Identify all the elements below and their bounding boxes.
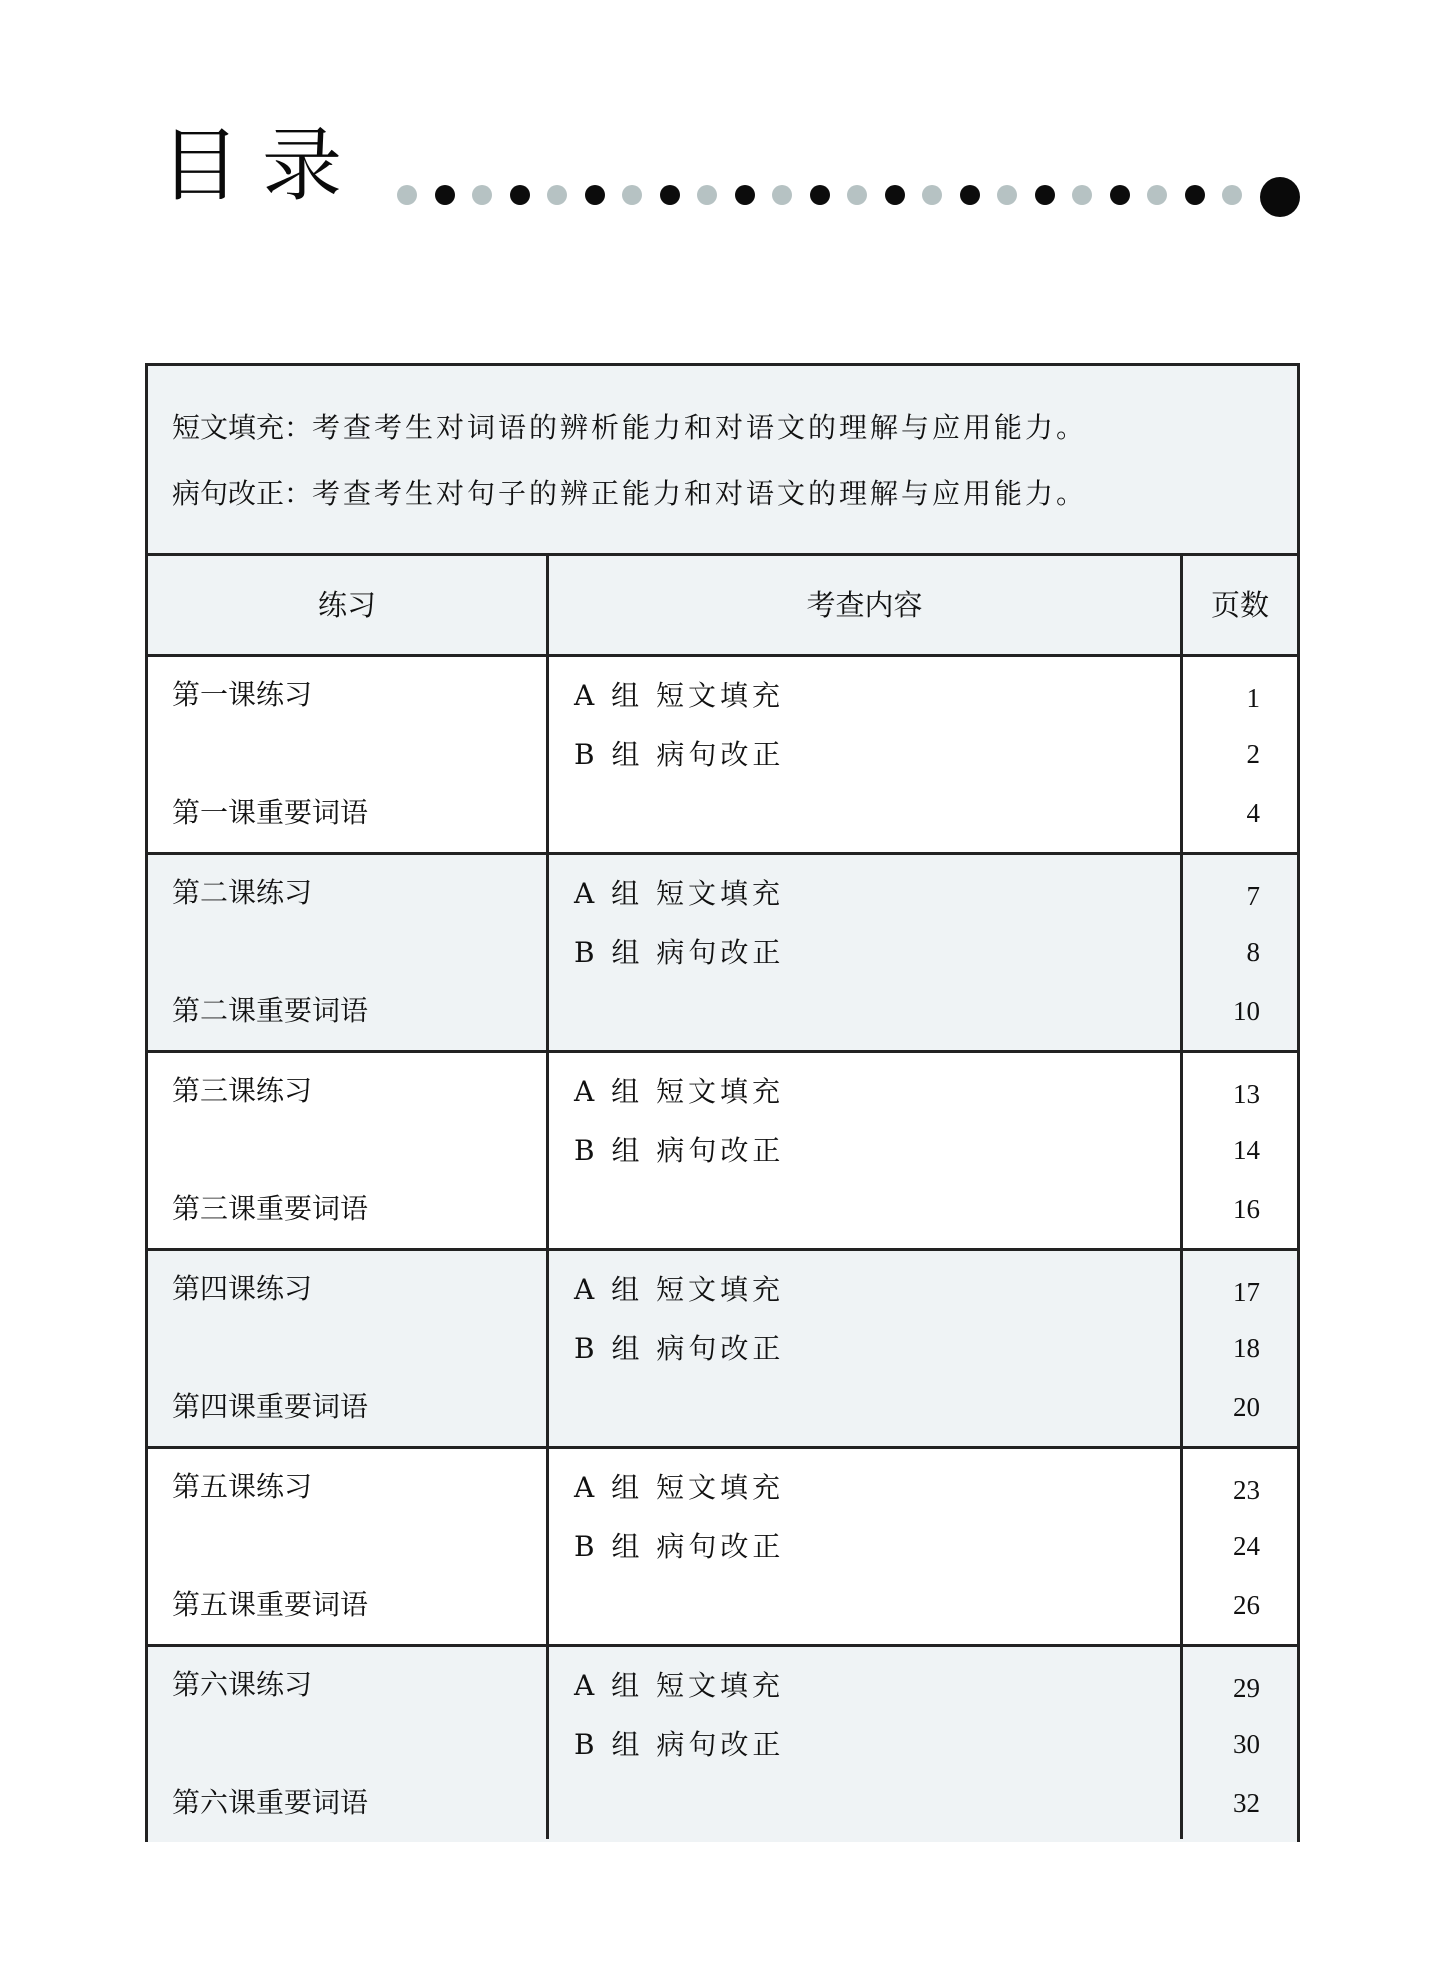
black-dot-icon <box>735 185 755 205</box>
gray-dot-icon <box>847 185 867 205</box>
black-dot-icon <box>1035 185 1055 205</box>
header-exercise: 练习 <box>317 588 376 622</box>
intro-line-correction <box>172 477 1087 511</box>
table-header <box>148 556 1297 657</box>
content-group-b: B 组 病句改正 <box>574 1332 785 1365</box>
gray-dot-icon <box>472 185 492 205</box>
gray-dot-icon <box>772 185 792 205</box>
vocab-label: 第一课重要词语 <box>172 796 369 829</box>
content-group-b: B 组 病句改正 <box>574 1134 785 1167</box>
gray-dot-icon <box>1222 185 1242 205</box>
gray-dot-icon <box>1147 185 1167 205</box>
page-number: 16 <box>1233 1194 1260 1224</box>
black-dot-icon <box>1185 185 1205 205</box>
black-dot-icon <box>585 185 605 205</box>
page-number: 10 <box>1233 996 1260 1026</box>
gray-dot-icon <box>397 185 417 205</box>
intro-label: 短文填充： <box>172 411 313 444</box>
exercise-label: 第五课练习 <box>172 1470 313 1503</box>
table-row <box>148 654 1297 852</box>
intro-text: 考查考生对词语的辨析能力和对语文的理解与应用能力。 <box>312 411 1088 444</box>
content-group-b: B 组 病句改正 <box>574 936 785 969</box>
page-number: 7 <box>1246 881 1260 911</box>
page-number: 32 <box>1233 1788 1260 1818</box>
content-group-a: A 组 短文填充 <box>574 1669 785 1702</box>
vocab-label: 第五课重要词语 <box>172 1588 369 1621</box>
table-row <box>148 1644 1297 1842</box>
table-row <box>148 1050 1297 1248</box>
page-number: 17 <box>1233 1277 1260 1307</box>
page-number: 29 <box>1233 1673 1260 1703</box>
table-row <box>148 852 1297 1050</box>
page-number: 20 <box>1233 1392 1260 1422</box>
table-row <box>148 1446 1297 1644</box>
page-number: 18 <box>1233 1333 1260 1363</box>
page-number: 24 <box>1233 1531 1260 1561</box>
vocab-label: 第二课重要词语 <box>172 994 369 1027</box>
gray-dot-icon <box>622 185 642 205</box>
black-dot-icon <box>1110 185 1130 205</box>
exercise-label: 第三课练习 <box>172 1074 313 1107</box>
exercise-label: 第四课练习 <box>172 1272 313 1305</box>
vocab-label: 第三课重要词语 <box>172 1192 369 1225</box>
decorative-dot-row <box>0 0 1445 260</box>
intro-text: 考查考生对句子的辨正能力和对语文的理解与应用能力。 <box>312 477 1088 510</box>
intro-line-fill <box>172 411 1087 445</box>
header-content: 考查内容 <box>806 588 923 622</box>
page-number: 14 <box>1233 1135 1260 1165</box>
column-divider <box>546 554 549 1839</box>
vocab-label: 第四课重要词语 <box>172 1390 369 1423</box>
intro-label: 病句改正： <box>172 477 313 510</box>
content-group-a: A 组 短文填充 <box>574 679 785 712</box>
content-group-a: A 组 短文填充 <box>574 1075 785 1108</box>
black-dot-icon <box>510 185 530 205</box>
content-group-a: A 组 短文填充 <box>574 1273 785 1306</box>
black-dot-icon <box>435 185 455 205</box>
black-dot-icon <box>810 185 830 205</box>
black-dot-icon <box>660 185 680 205</box>
column-divider <box>1180 554 1183 1839</box>
large-black-dot-icon <box>1260 177 1300 217</box>
header-pages: 页数 <box>1210 588 1269 622</box>
vocab-label: 第六课重要词语 <box>172 1786 369 1819</box>
content-group-a: A 组 短文填充 <box>574 877 785 910</box>
page-number: 2 <box>1246 739 1260 769</box>
page-number: 26 <box>1233 1590 1260 1620</box>
content-group-b: B 组 病句改正 <box>574 1530 785 1563</box>
black-dot-icon <box>960 185 980 205</box>
gray-dot-icon <box>547 185 567 205</box>
gray-dot-icon <box>1072 185 1092 205</box>
content-group-b: B 组 病句改正 <box>574 1728 785 1761</box>
exercise-label: 第一课练习 <box>172 678 313 711</box>
page-number: 1 <box>1246 683 1260 713</box>
black-dot-icon <box>885 185 905 205</box>
content-group-a: A 组 短文填充 <box>574 1471 785 1504</box>
page-number: 4 <box>1246 798 1260 828</box>
exercise-label: 第二课练习 <box>172 876 313 909</box>
content-group-b: B 组 病句改正 <box>574 738 785 771</box>
table-of-contents <box>145 363 1300 1842</box>
gray-dot-icon <box>997 185 1017 205</box>
page-number: 13 <box>1233 1079 1260 1109</box>
page-title: 目录 <box>160 119 364 212</box>
table-row <box>148 1248 1297 1446</box>
page-number: 23 <box>1233 1475 1260 1505</box>
exercise-label: 第六课练习 <box>172 1668 313 1701</box>
page-number: 30 <box>1233 1729 1260 1759</box>
gray-dot-icon <box>922 185 942 205</box>
intro-box <box>148 366 1297 556</box>
page-number: 8 <box>1246 937 1260 967</box>
gray-dot-icon <box>697 185 717 205</box>
